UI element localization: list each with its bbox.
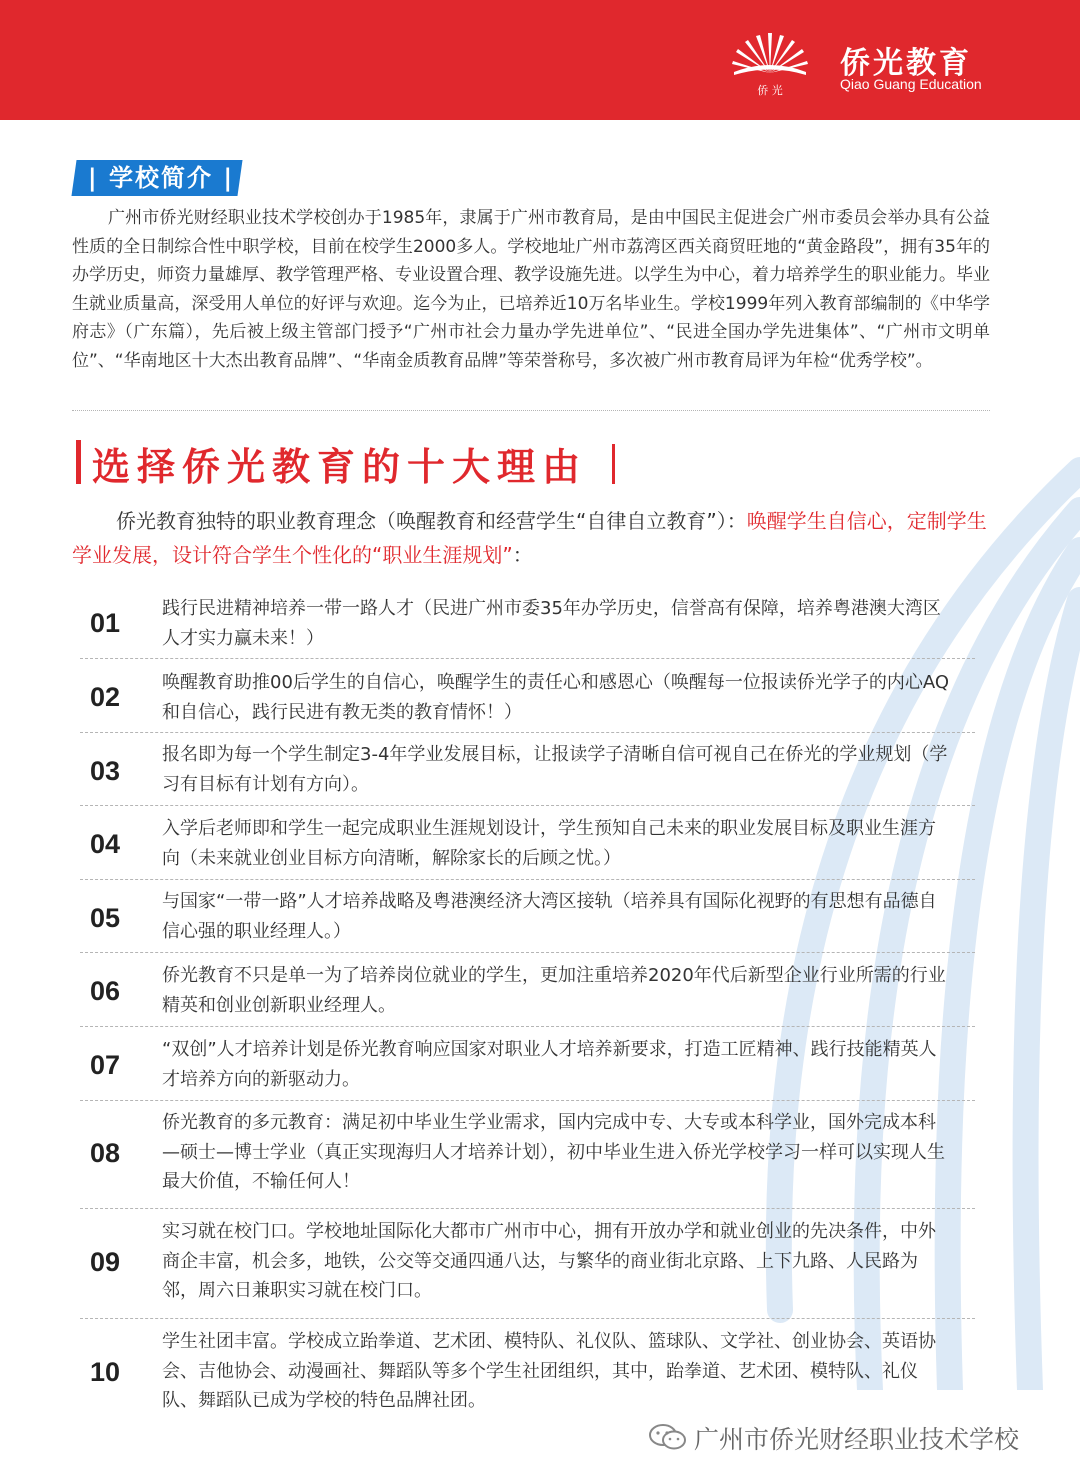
reason-text: 唤醒教育助推00后学生的自信心，唤醒学生的责任心和感恩心（唤醒每一位报读侨光学子的内心AQ和自信心，践行民进有教无类的教育情怀！） [162,672,950,723]
wechat-icon [648,1422,688,1452]
lead-highlight: 唤醒学生自信心，定制学生学业发展，设计符合学生个性化的“职业生涯规划” [72,509,987,567]
reason-item-05 [80,879,975,953]
brand-name-english: Qiao Guang Education [840,76,982,92]
title-end-bar [612,444,615,484]
section-divider [72,410,990,411]
section-tab-school-intro: | 学校简介 | [87,164,235,192]
reason-text: 学生社团丰富。学校成立跆拳道、艺术团、模特队、礼仪队、篮球队、文学社、创业协会、英语协会、吉他协会、动漫画社、舞蹈队等多个学生社团组织，其中，跆拳道、艺术团、模特队、礼仪队、舞蹈队已成为学校的特色品牌社团。 [162,1331,936,1411]
school-intro-paragraph: 广州市侨光财经职业技术学校创办于1985年，隶属于广州市教育局，是由中国民主促进会广州市委员会举办具有公益性质的全日制综合性中职学校，目前在校学生2000多人。学校地址广州市荔湾区西关商贸旺地的“黄金路段”，拥有35年的办学历史，师资力量雄厚、教学管理严格、专业设置合理、教学设施先进。以学生为中心，着力培养学生的职业能力。毕业生就业质量高，深受用人单位的好评与欢迎。迄今为止，已培养近10万名毕业生。学校1999年列入教育部编制的《中华学府志》（广东篇），先后被上级主管部门授予“广州市社会力量办学先进单位”、“民进全国办学先进集体”、“广州市文明单位”、“华南地区十大杰出教育品牌”、“华南金质教育品牌”等荣誉称号，多次被广州市教育局评为年检“优秀学校”。 [72,208,990,371]
reason-number: 07 [90,1050,121,1080]
reason-text: 侨光教育的多元教育：满足初中毕业生学业需求，国内完成中专、大专或本科学业，国外完成本科—硕士—博士学业（真正实现海归人才培养计划），初中毕业生进入侨光学校学习一样可以实现人生最大价值，不输任何人！ [162,1112,945,1192]
reason-number: 09 [90,1247,121,1277]
reason-number: 04 [90,829,121,859]
reason-number: 06 [90,976,121,1006]
reason-text: 入学后老师即和学生一起完成职业生涯规划设计，学生预知自己未来的职业发展目标及职业生涯方向（未来就业创业目标方向清晰，解除家长的后顾之忧。） [162,818,936,869]
reason-item-04 [80,805,975,880]
reason-text: 实习就在校门口。学校地址国际化大都市广州市中心，拥有开放办学和就业创业的先决条件，中外商企丰富，机会多，地铁，公交等交通四通八达，与繁华的商业街北京路、上下九路、人民路为邻，周六日兼职实习就在校门口。 [162,1221,936,1301]
reason-number: 05 [90,903,121,933]
title-accent-bar [76,440,81,484]
reason-item-02 [80,658,975,733]
header-banner [0,0,1080,120]
reason-number: 02 [90,682,121,712]
svg-text:侨 光: 侨 光 [757,84,783,97]
reason-item-01 [80,588,975,659]
reasons-heading: 选择侨光教育的十大理由 [92,444,588,489]
reason-item-07 [80,1026,975,1101]
reason-text: “双创”人才培养计划是侨光教育响应国家对职业人才培养新要求，打造工匠精神、践行技能精英人才培养方向的新驱动力。 [162,1039,937,1090]
reasons-lead-paragraph [72,504,988,572]
reason-item-03 [80,732,975,806]
reason-number: 10 [90,1357,121,1387]
reason-text: 报名即为每一个学生制定3-4年学业发展目标，让报读学子清晰自信可视自己在侨光的学业规划（学习有目标有计划有方向）。 [162,744,948,795]
brand-name-chinese: 侨光教育 [840,46,972,81]
lead-text: 侨光教育独特的职业教育理念（唤醒教育和经营学生“自律自立教育”）： [116,509,747,533]
wechat-account-name: 广州市侨光财经职业技术学校 [694,1425,1020,1454]
reason-number: 01 [90,608,121,638]
reason-item-08 [80,1100,975,1209]
reason-text: 与国家“一带一路”人才培养战略及粤港澳经济大湾区接轨（培养具有国际化视野的有思想有品德自信心强的职业经理人。） [162,891,937,942]
reason-number: 08 [90,1138,121,1168]
reason-item-10 [80,1318,975,1420]
reason-item-09 [80,1208,975,1319]
sunrise-logo-icon [730,28,810,98]
reason-text: 践行民进精神培养一带一路人才（民进广州市委35年办学历史，信誉高有保障，培养粤港澳大湾区人才实力赢未来！） [162,598,941,649]
reason-number: 03 [90,756,121,786]
lead-end: ： [512,543,533,567]
reason-item-06 [80,952,975,1027]
reason-text: 侨光教育不只是单一为了培养岗位就业的学生，更加注重培养2020年代后新型企业行业所需的行业精英和创业创新职业经理人。 [162,965,946,1016]
